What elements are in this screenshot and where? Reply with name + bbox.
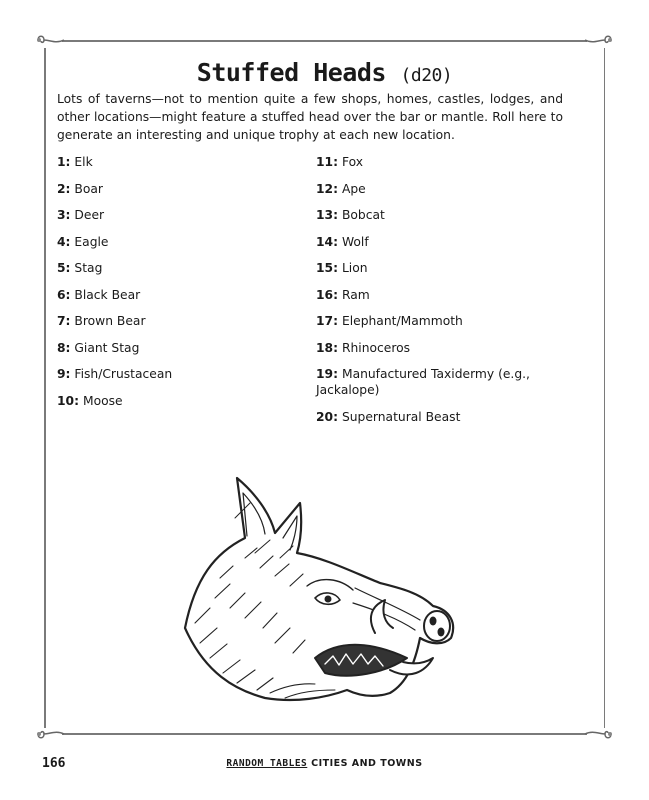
frame-right-rule bbox=[604, 48, 606, 728]
running-footer bbox=[0, 758, 649, 769]
entry-number: 3: bbox=[57, 208, 71, 222]
entry-text: Eagle bbox=[74, 234, 109, 249]
entry-text: Ram bbox=[341, 287, 370, 302]
entry-number: 7: bbox=[57, 314, 71, 328]
entry-number: 2: bbox=[57, 181, 71, 196]
entry-text: Black Bear bbox=[74, 287, 141, 302]
list-item bbox=[316, 207, 556, 223]
list-item bbox=[316, 181, 556, 197]
entry-number: 11: bbox=[316, 155, 339, 169]
entry-text: Bobcat bbox=[341, 208, 385, 222]
entry-text: Lion bbox=[341, 261, 368, 275]
corner-flourish-icon bbox=[581, 726, 615, 742]
frame-top-rule bbox=[62, 40, 587, 42]
entry-text: Wolf bbox=[341, 234, 369, 249]
list-item bbox=[316, 154, 556, 170]
entry-text: Fox bbox=[341, 155, 364, 169]
list-item bbox=[57, 260, 297, 276]
list-item bbox=[57, 313, 297, 329]
list-item bbox=[316, 409, 556, 425]
corner-flourish-icon bbox=[581, 32, 615, 48]
list-item bbox=[57, 340, 297, 356]
entry-number: 10: bbox=[57, 393, 80, 408]
entry-number: 13: bbox=[316, 208, 339, 222]
corner-flourish-icon bbox=[34, 32, 68, 48]
entry-number: 15: bbox=[316, 261, 339, 275]
list-item bbox=[316, 234, 556, 250]
entry-text: Moose bbox=[82, 393, 123, 408]
entry-text: Manufactured Taxidermy (e.g., Jackalope) bbox=[316, 367, 530, 397]
page-number: 166 bbox=[42, 756, 66, 771]
entry-text: Elk bbox=[74, 155, 93, 169]
list-item bbox=[57, 234, 297, 250]
entry-number: 19: bbox=[316, 367, 339, 381]
list-item bbox=[316, 366, 556, 398]
corner-flourish-icon bbox=[34, 726, 68, 742]
entry-number: 8: bbox=[57, 340, 71, 355]
entry-text: Giant Stag bbox=[74, 340, 140, 355]
table-column-left bbox=[57, 154, 297, 419]
list-item bbox=[57, 207, 297, 223]
list-item bbox=[57, 154, 297, 170]
list-item bbox=[57, 393, 297, 409]
entry-number: 14: bbox=[316, 234, 339, 249]
entry-text: Fish/Crustacean bbox=[74, 367, 173, 381]
entry-text: Brown Bear bbox=[74, 314, 146, 328]
entry-number: 9: bbox=[57, 367, 71, 381]
entry-number: 16: bbox=[316, 287, 339, 302]
entry-text: Deer bbox=[74, 208, 105, 222]
table-column-right bbox=[316, 154, 556, 435]
entry-text: Rhinoceros bbox=[341, 340, 411, 355]
list-item bbox=[57, 181, 297, 197]
entry-number: 18: bbox=[316, 340, 339, 355]
entry-text: Supernatural Beast bbox=[341, 409, 461, 424]
entry-number: 12: bbox=[316, 181, 339, 196]
boar-head-icon bbox=[175, 458, 465, 708]
frame-bottom-rule bbox=[62, 733, 587, 735]
entry-number: 1: bbox=[57, 155, 71, 169]
list-item bbox=[57, 366, 297, 382]
entry-number: 4: bbox=[57, 234, 71, 249]
list-item bbox=[316, 287, 556, 303]
entry-text: Stag bbox=[74, 261, 103, 275]
entry-text: Boar bbox=[74, 181, 103, 196]
frame-left-rule bbox=[44, 48, 46, 728]
book-title-series: RANDOM TABLES bbox=[226, 758, 308, 769]
title-main: Stuffed Heads bbox=[196, 58, 386, 87]
entry-text: Ape bbox=[341, 181, 366, 196]
list-item bbox=[316, 340, 556, 356]
book-title-volume: CITIES AND TOWNS bbox=[311, 758, 423, 769]
list-item bbox=[316, 260, 556, 276]
list-item bbox=[316, 313, 556, 329]
entry-number: 5: bbox=[57, 261, 71, 275]
page-title bbox=[0, 58, 649, 87]
intro-paragraph: Lots of taverns—not to mention quite a few shops, homes, castles, lodges, and other locations—might feature a stuffed head over the bar or mantle. Roll here to generate an interesting and unique trophy at each new location. bbox=[57, 92, 563, 142]
entry-number: 6: bbox=[57, 287, 71, 302]
list-item bbox=[57, 287, 297, 303]
entry-text: Elephant/Mammoth bbox=[341, 314, 463, 328]
title-die: (d20) bbox=[400, 65, 453, 86]
entry-number: 17: bbox=[316, 314, 339, 328]
entry-number: 20: bbox=[316, 409, 339, 424]
